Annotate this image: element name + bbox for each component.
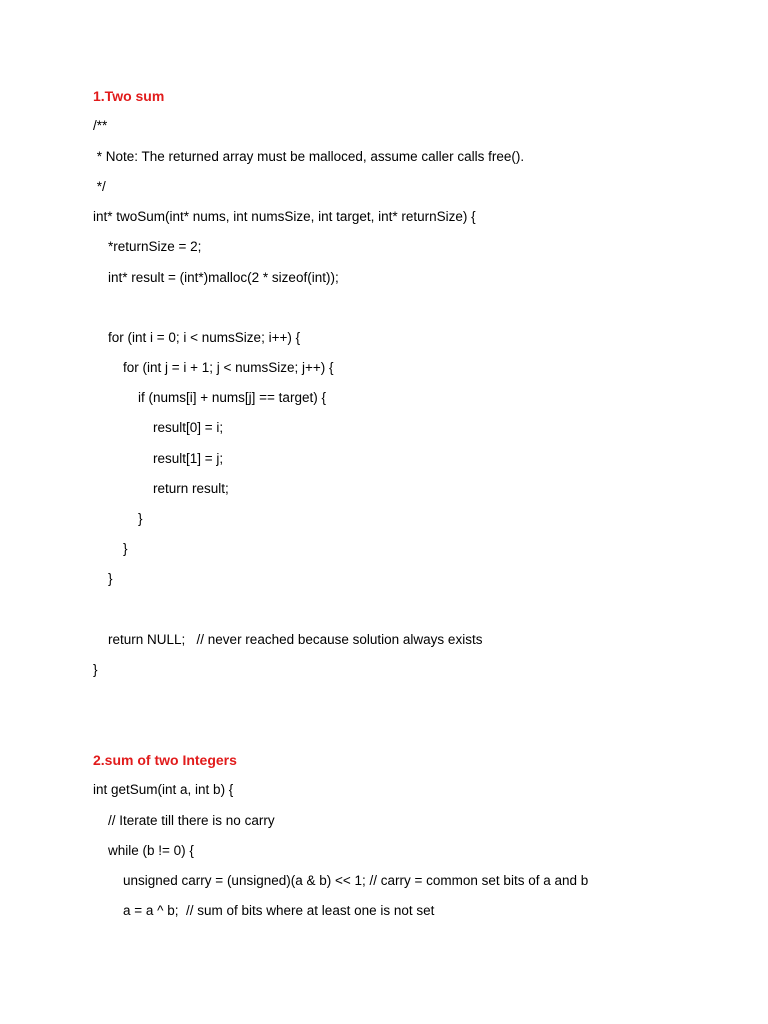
section-heading-sum-of-two-integers: 2.sum of two Integers xyxy=(93,752,237,768)
section-heading-two-sum: 1.Two sum xyxy=(93,88,165,104)
code-line: a = a ^ b; // sum of bits where at least one is not set xyxy=(93,903,435,918)
code-line: return result; xyxy=(93,481,229,496)
code-line: for (int j = i + 1; j < numsSize; j++) { xyxy=(93,360,334,375)
code-line: if (nums[i] + nums[j] == target) { xyxy=(93,390,326,405)
code-line: } xyxy=(93,662,98,677)
code-line: int* twoSum(int* nums, int numsSize, int target, int* returnSize) { xyxy=(93,209,476,224)
code-line: for (int i = 0; i < numsSize; i++) { xyxy=(93,330,301,345)
code-line: } xyxy=(93,541,128,556)
code-line: int* result = (int*)malloc(2 * sizeof(int)); xyxy=(93,270,339,285)
code-line: } xyxy=(93,511,143,526)
code-line: } xyxy=(93,571,113,586)
code-line: unsigned carry = (unsigned)(a & b) << 1; // carry = common set bits of a and b xyxy=(93,873,589,888)
code-line: */ xyxy=(93,179,106,194)
code-line: * Note: The returned array must be malloced, assume caller calls free(). xyxy=(93,149,525,164)
code-line: int getSum(int a, int b) { xyxy=(93,782,234,797)
code-line: /** xyxy=(93,118,108,133)
code-line: result[1] = j; xyxy=(93,451,224,466)
code-line: while (b != 0) { xyxy=(93,843,194,858)
code-line: return NULL; // never reached because solution always exists xyxy=(93,632,483,647)
code-line: // Iterate till there is no carry xyxy=(93,813,275,828)
code-line: result[0] = i; xyxy=(93,420,224,435)
code-line: *returnSize = 2; xyxy=(93,239,202,254)
